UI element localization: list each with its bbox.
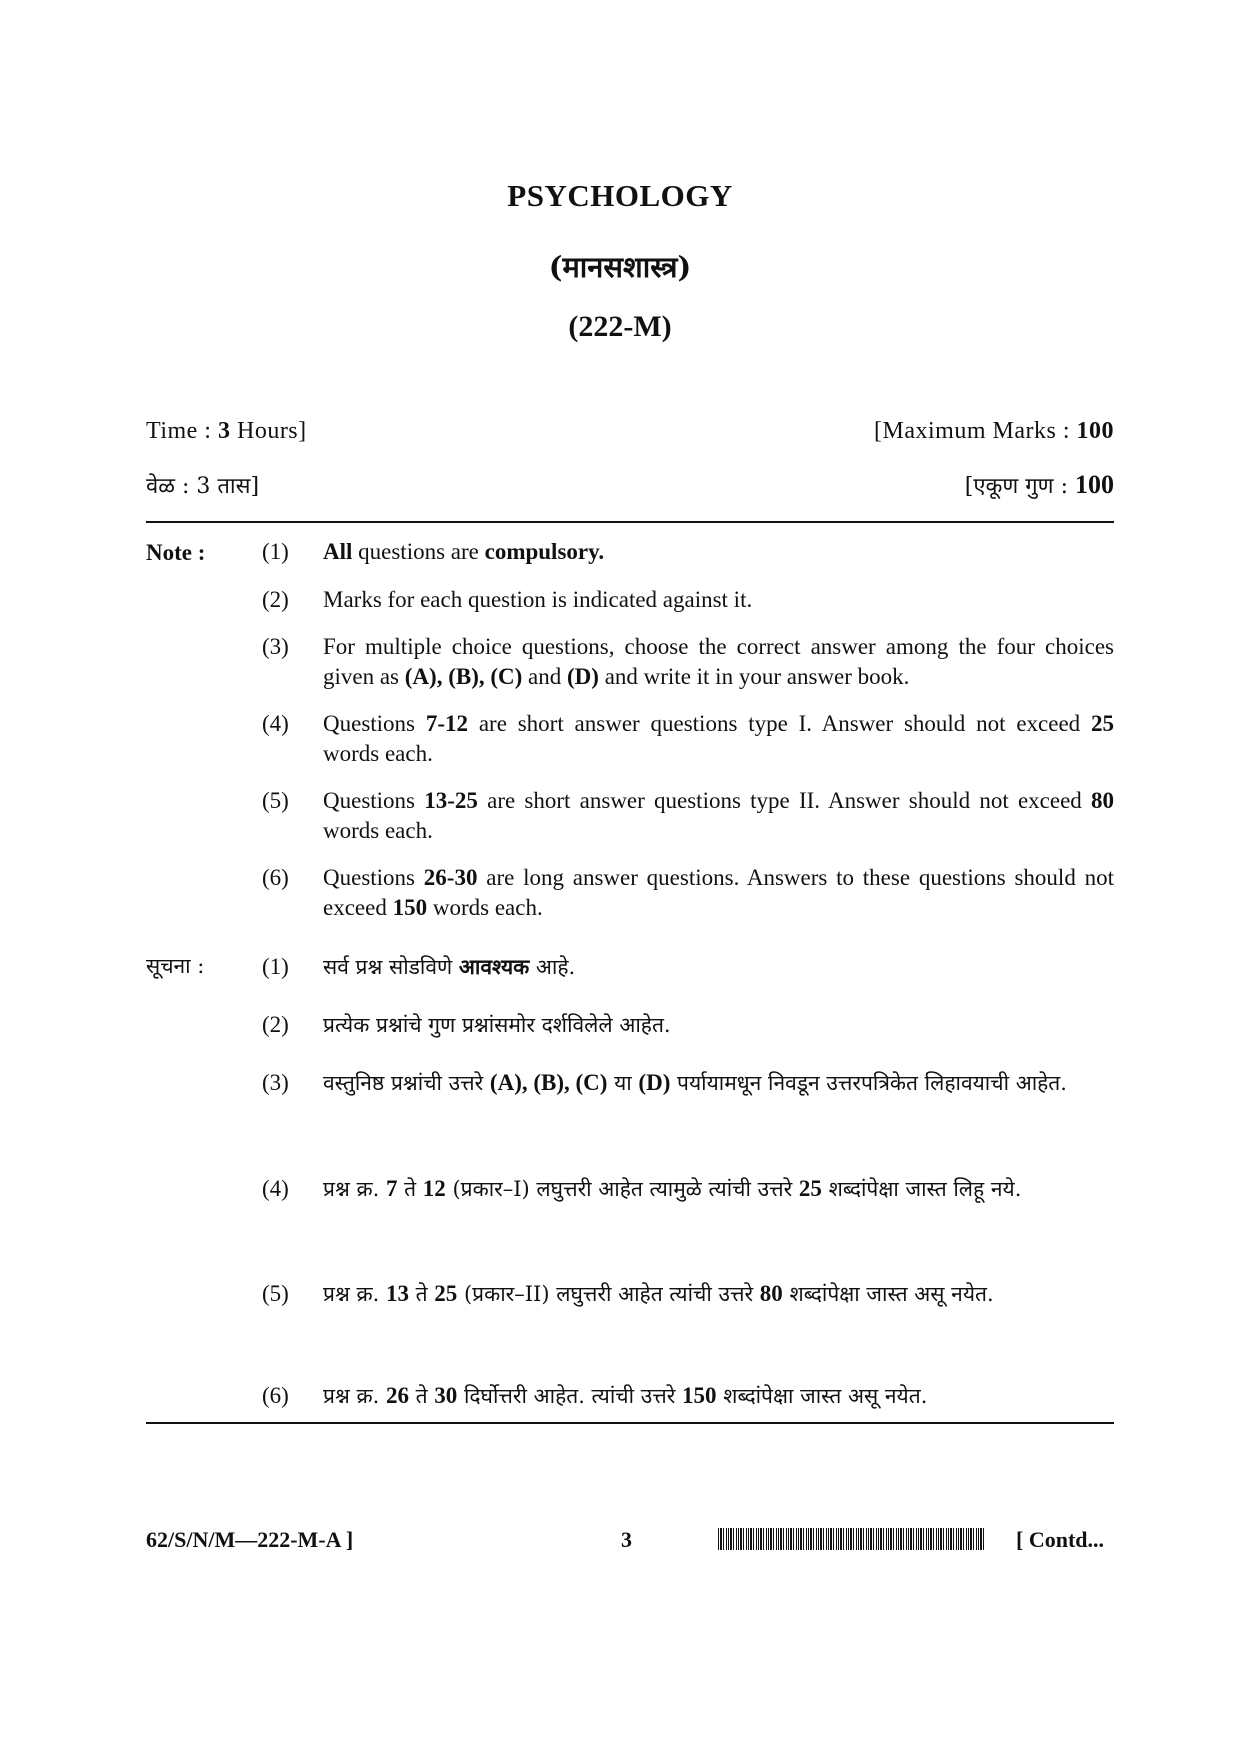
- note-item: (6) Questions 26-30 are long answer questions. Answers to these questions should not exceed 150 words each.: [262, 865, 1114, 920]
- note-label: Note :: [146, 540, 206, 565]
- note-item: (4) Questions 7-12 are short answer questions type I. Answer should not exceed 25 words each.: [262, 711, 1114, 766]
- suchana-item: (5) प्रश्न क्र. 13 ते 25 (प्रकार–II) लघुत्तरी आहेत त्यांची उत्तरे 80 शब्दांपेक्षा जास्त असू नयेत.: [262, 1281, 994, 1306]
- suchana-item: (1) सर्व प्रश्न सोडविणे आवश्यक आहे.: [262, 954, 576, 979]
- subject-title: PSYCHOLOGY: [507, 178, 733, 213]
- suchana-item: (3) वस्तुनिष्ठ प्रश्नांची उत्तरे (A), (B), (C) या (D) पर्यायामधून निवडून उत्तरपत्रिकेत लिहावयाची आहेत.: [262, 1070, 1067, 1095]
- note-item: (5) Questions 13-25 are short answer questions type II. Answer should not exceed 80 words each.: [262, 788, 1115, 843]
- suchana-item: (4) प्रश्न क्र. 7 ते 12 (प्रकार–I) लघुत्तरी आहेत त्यामुळे त्यांची उत्तरे 25 शब्दांपेक्षा जास्त लिहू नये.: [262, 1176, 1022, 1201]
- continued-label: [ Contd...: [1016, 1527, 1105, 1552]
- divider-top: [146, 521, 1114, 523]
- max-marks-english: [Maximum Marks : 100: [874, 418, 1114, 444]
- max-marks-marathi: [एकूण गुण : 100: [964, 470, 1114, 499]
- note-item: (2) Marks for each question is indicated against it.: [262, 587, 753, 612]
- paper-code: 62/S/N/M—222-M-A ]: [146, 1527, 354, 1552]
- time-marathi: वेळ : 3 तास]: [146, 474, 260, 499]
- subject-code: (222-M): [568, 310, 672, 343]
- barcode-icon: [718, 1528, 984, 1550]
- page-number: 3: [621, 1527, 632, 1552]
- subject-title-marathi: (मानसशास्त्र): [548, 250, 692, 284]
- note-item: (3) For multiple choice questions, choose the correct answer among the four choices given as (A), (B), (C) and (D) and write it in your answer book.: [262, 634, 1114, 689]
- note-item: (1) All questions are compulsory.: [262, 539, 605, 564]
- suchana-label: सूचना :: [146, 954, 205, 978]
- time-marks-row-english: [146, 418, 1114, 445]
- divider-bottom: [146, 1422, 1114, 1424]
- suchana-item: (6) प्रश्न क्र. 26 ते 30 दिर्घोत्तरी आहेत. त्यांची उत्तरे 150 शब्दांपेक्षा जास्त असू नयेत.: [262, 1383, 928, 1408]
- suchana-item: (2) प्रत्येक प्रश्नांचे गुण प्रश्नांसमोर दर्शविलेले आहेत.: [262, 1012, 671, 1037]
- time-marks-row-marathi: [146, 470, 1114, 500]
- time-english: Time : 3 Hours]: [146, 418, 307, 444]
